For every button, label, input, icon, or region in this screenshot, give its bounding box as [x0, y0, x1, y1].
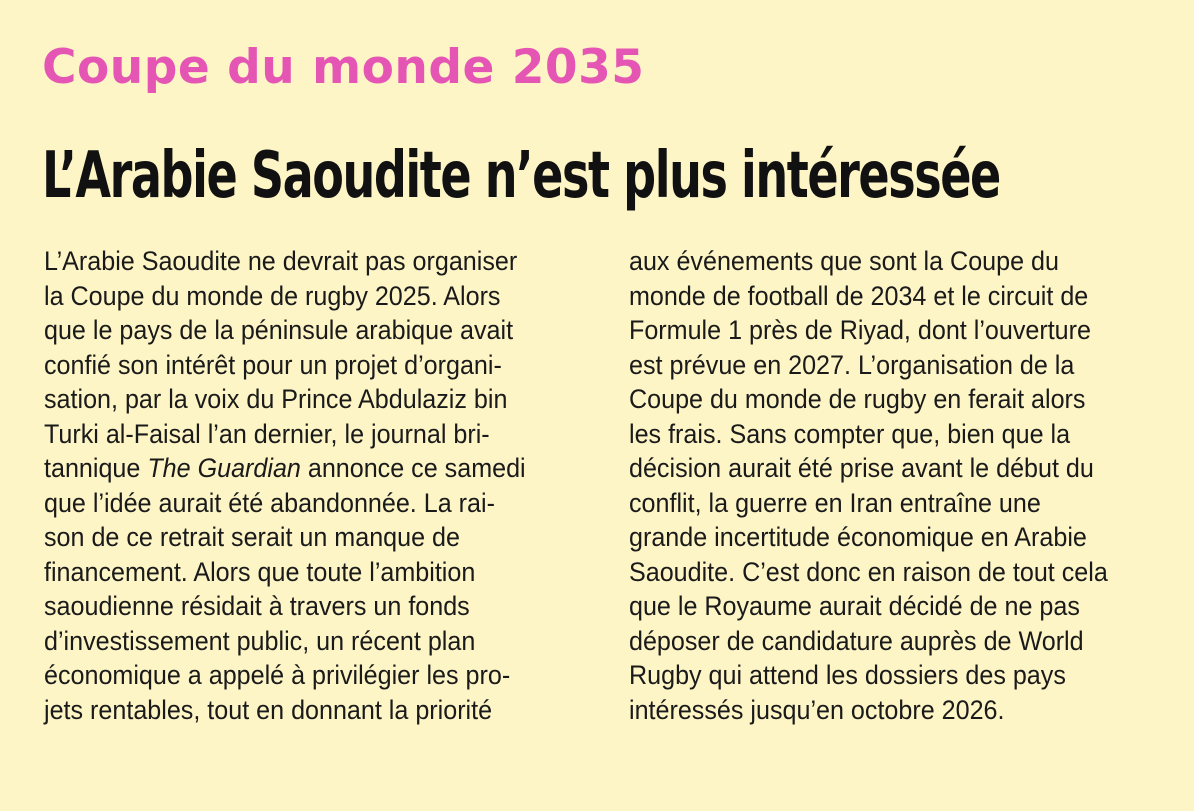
body-line: déposer de candidature auprès de World [629, 625, 1084, 656]
body-line: d’investissement public, un récent plan [44, 625, 476, 656]
body-line: jets rentables, tout en donnant la priorité [44, 694, 493, 725]
body-column-left [44, 244, 562, 727]
body-line: sation, par la voix du Prince Abdulaziz bin [44, 384, 508, 414]
body-line: Formule 1 près de Riyad, dont l’ouverture [629, 315, 1091, 345]
body-line: intéressés jusqu’en octobre 2026. [629, 694, 1005, 725]
body-line: Coupe du monde de rugby en ferait alors [629, 384, 1086, 414]
body-text: tannique [44, 453, 148, 483]
body-line: confié son intérêt pour un projet d’organi- [44, 349, 502, 380]
body-line: L’Arabie Saoudite ne devrait pas organiser [44, 246, 518, 276]
publication-name: The Guardian [147, 453, 301, 483]
body-line: est prévue en 2027. L’organisation de la [629, 349, 1075, 380]
body-line: Rugby qui attend les dossiers des pays [629, 660, 1066, 690]
body-line: les frais. Sans compter que, bien que la [629, 418, 1071, 449]
body-line: saoudienne résidait à travers un fonds [44, 591, 470, 621]
body-line: économique a appelé à privilégier les pro- [44, 660, 511, 690]
body-text: annonce ce samedi [300, 453, 526, 483]
body-column-right [629, 244, 1144, 727]
body-line: aux événements que sont la Coupe du [629, 246, 1059, 276]
body-line: la Coupe du monde de rugby 2025. Alors [44, 280, 501, 311]
body-line: conflit, la guerre en Iran entraîne une [629, 487, 1041, 518]
body-line: monde de football de 2034 et le circuit de [629, 280, 1089, 311]
body-line: Turki al-Faisal l’an dernier, le journal bri- [44, 418, 490, 449]
body-line: Saoudite. C’est donc en raison de tout cela [629, 556, 1108, 587]
body-line [44, 451, 526, 486]
body-line: décision aurait été prise avant le début du [629, 453, 1094, 483]
body-line: grande incertitude économique en Arabie [629, 522, 1087, 552]
body-line: son de ce retrait serait un manque de [44, 522, 460, 552]
body-line: que l’idée aurait été abandonnée. La rai- [44, 487, 495, 518]
body-line: que le pays de la péninsule arabique avait [44, 315, 514, 345]
section-kicker: Coupe du monde 2035 [42, 40, 645, 95]
body-line: que le Royaume aurait décidé de ne pas [629, 591, 1080, 621]
headline: L’Arabie Saoudite n’est plus intéressée [42, 139, 1000, 213]
body-line: financement. Alors que toute l’ambition [44, 556, 476, 587]
